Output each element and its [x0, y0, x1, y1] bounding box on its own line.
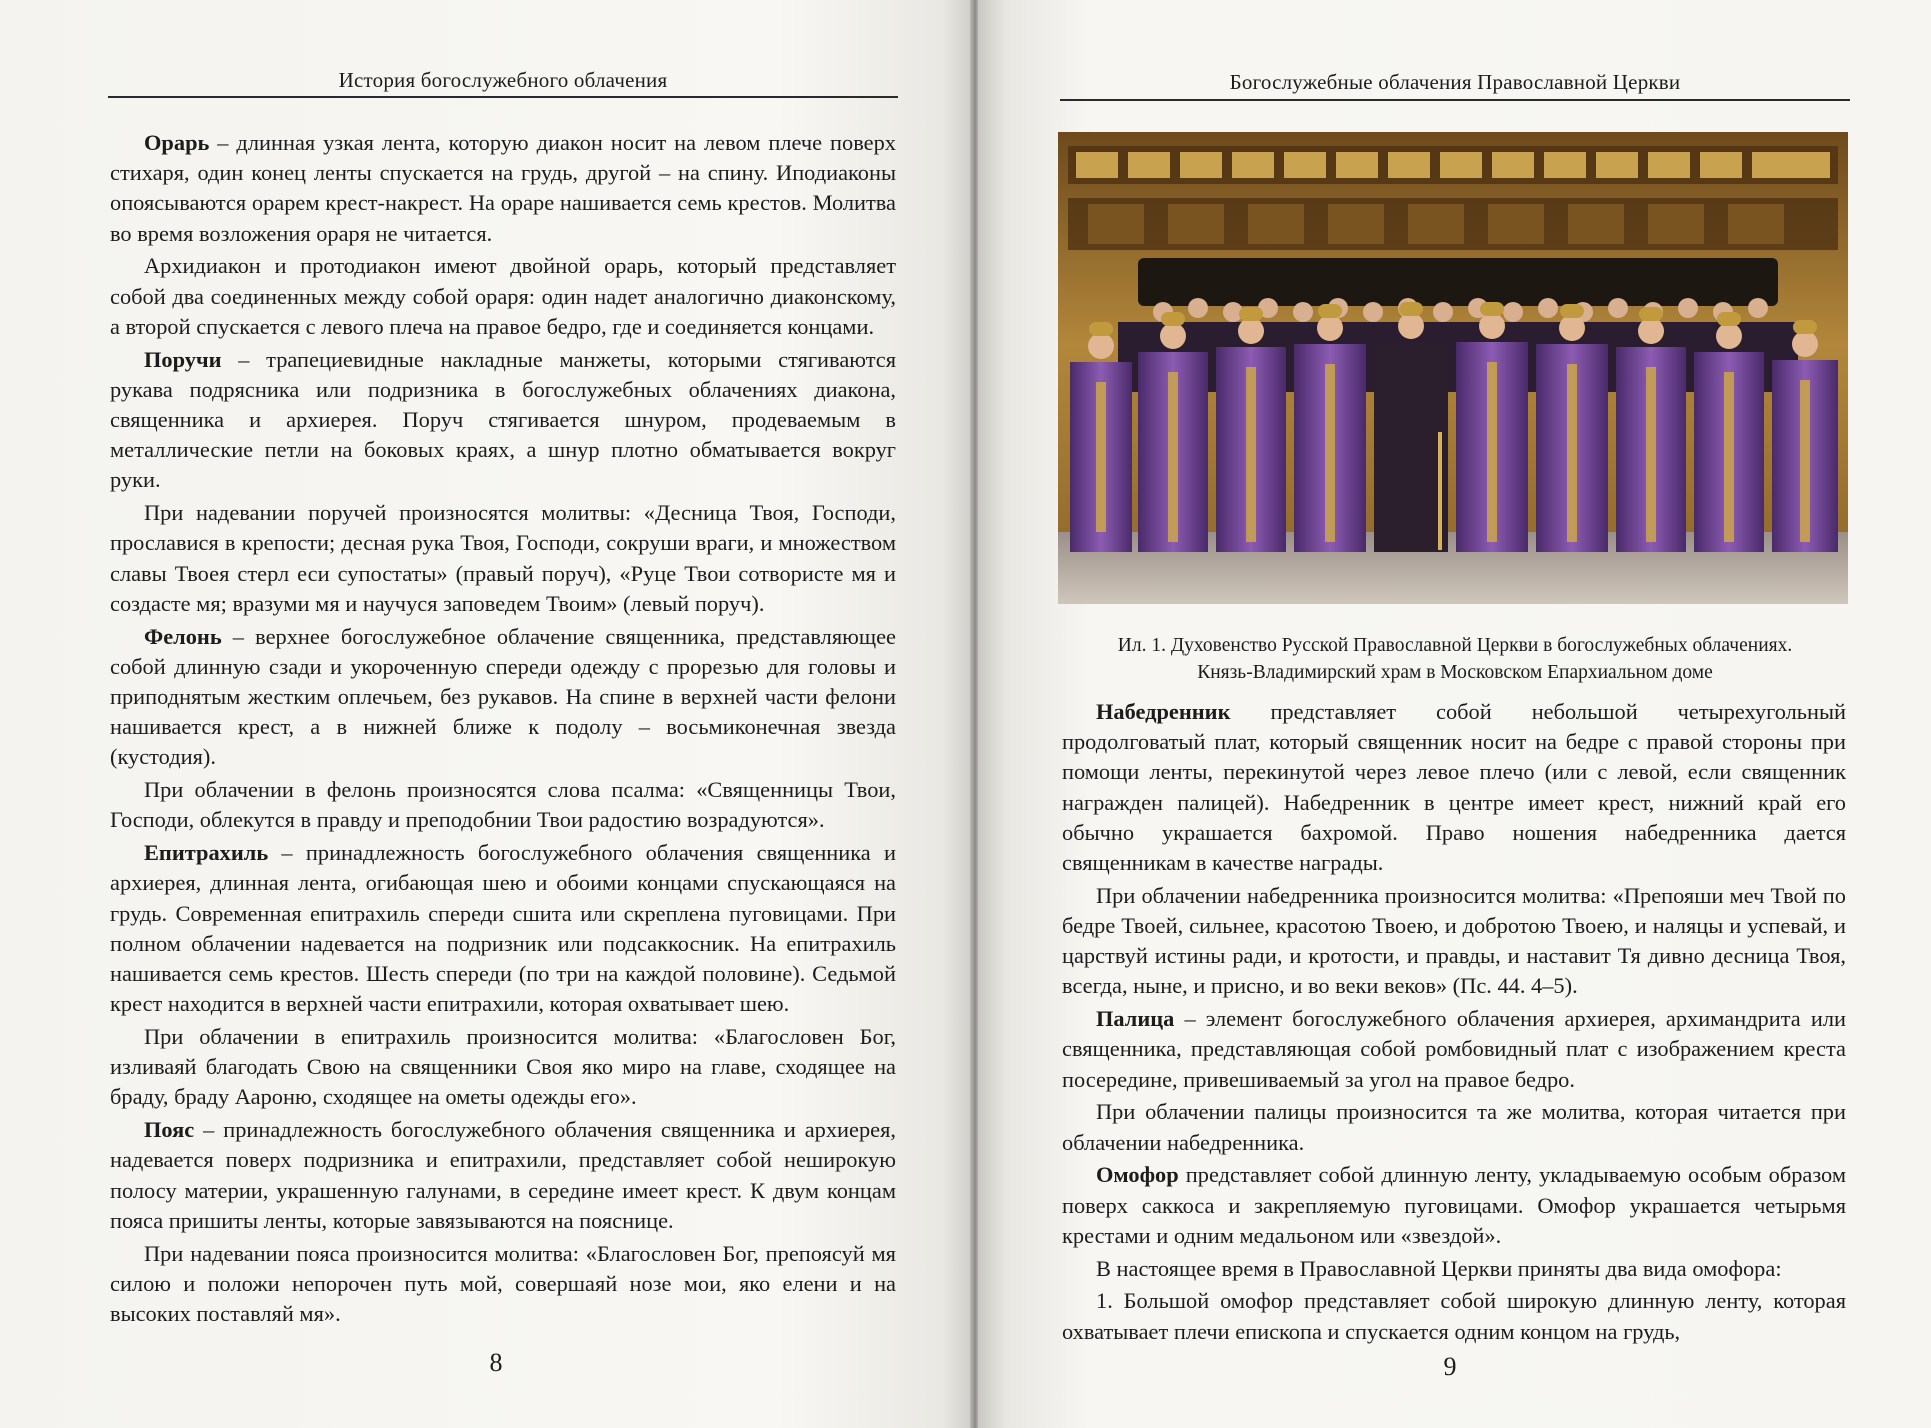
right-paragraph: [1062, 1004, 1846, 1095]
paragraph-text: При облачении набедренника произносится молитва: «Препояши меч Твой по бедре Твоей, сильнее, красотою Твоею, и добротою Твоею, и наляцы и успевай, и царствуй истины ради, и кротости, и правды, и наставит Тя дивно десница Твоя, всегда, ныне, и присно, и во веки веков» (Пс. 44. 4–5).: [1062, 882, 1846, 999]
right-paragraph: [1062, 1097, 1846, 1157]
right-page: [978, 0, 1931, 1428]
page-number-left: 8: [489, 1348, 503, 1377]
paragraph-text: При облачении в фелонь произносятся слова псалма: «Священницы Твои, Господи, облекутся в правду и преподобнии Твои радостию возрадуются».: [110, 777, 896, 833]
running-head-left: История богослужебного облачения: [338, 68, 668, 92]
left-paragraph: [110, 498, 896, 619]
photo-caption: [1060, 632, 1850, 686]
caption-line-1: Ил. 1. Духовенство Русской Православной Церкви в богослужебных облачениях.: [1117, 635, 1793, 656]
left-paragraph: [110, 251, 896, 342]
left-paragraph: [110, 1239, 896, 1330]
paragraph-text: – верхнее богослужебное облачение священника, представляющее собой длинную сзади и укороченную спереди одежду с прорезью для головы и приподнятым жестким оплечьем, без рукавов. На спине в верхней части фелони нашивается крест, а в нижней ближе к подолу – восьмиконечная звезда (кустодия).: [110, 623, 896, 770]
term-heading: Омофор: [1096, 1162, 1179, 1188]
paragraph-text: – принадлежность богослужебного облачения священника и архиерея, надевается поверх подризника и епитрахили, представляет собой неширокую полосу материи, украшенную галунами, в середине имеет крест. К двум концам пояса пришиты ленты, которые завязываются на пояснице.: [110, 1117, 896, 1233]
left-paragraph: [110, 622, 896, 773]
paragraph-text: – длинная узкая лента, которую диакон носит на левом плече поверх стихаря, один конец ленты спускается на грудь, другой – на спину. Иподиаконы опоясываются орарем крест-накрест. На ораре нашивается семь крестов. Молитва во время возложения ораря не читается.: [110, 130, 896, 246]
paragraph-text: При надевании поручей произносятся молитвы: «Десница Твоя, Господи, прославися в крепости; десная рука Твоя, Господи, сокруши враги, и множеством славы Твоея стерл еси супостаты» (правый поруч), «Руце Твои сотвористе мя и создасте мя; вразуми мя и научуся заповедем Твоим» (левый поруч).: [110, 500, 896, 616]
left-paragraph: [110, 128, 896, 249]
left-paragraph: [110, 838, 896, 1019]
term-heading: Пояс: [144, 1117, 195, 1143]
right-paragraph: [1062, 1254, 1846, 1284]
caption-line-2: Князь-Владимирский храм в Московском Епархиальном доме: [1197, 662, 1713, 683]
term-heading: Епитрахиль: [144, 840, 269, 866]
term-heading: Поручи: [144, 346, 222, 372]
header-rule-left: [108, 96, 898, 98]
term-heading: Набедренник: [1096, 699, 1231, 724]
paragraph-text: – принадлежность богослужебного облачения священника и архиерея, длинная лента, огибающая шею и обоими концами спускающаяся на грудь. Современная епитрахиль спереди сшита или скреплена пуговицами. При полном облачении надевается на подризник или подсаккосник. На епитрахиль нашивается семь крестов. Шесть спереди (по три на каждой половине). Седьмой крест находится в верхней части епитрахили, которая охватывает шею.: [110, 840, 896, 1017]
right-paragraph: [1062, 697, 1846, 878]
running-head-right: Богослужебные облачения Православной Церкви: [1229, 70, 1681, 94]
left-paragraph: [110, 345, 896, 496]
paragraph-text: В настоящее время в Православной Церкви приняты два вида омофора:: [1096, 1255, 1782, 1281]
right-paragraph: [1062, 1160, 1846, 1251]
paragraph-text: 1. Большой омофор представляет собой широкую длинную ленту, которая охватывает плечи епископа и спускается одним концом на грудь,: [1062, 1288, 1846, 1344]
paragraph-text: При облачении в епитрахиль произносится молитва: «Благословен Бог, изливаяй благодать Свою на священники Своя яко миро на главе, сходящее на браду, браду Аароню, сходящее на ометы одежды его».: [110, 1024, 896, 1110]
paragraph-text: представляет собой небольшой четырехугольный продолговатый плат, который священник носит на бедре с правой стороны при помощи ленты, перекинутой через левое плечо (или с левой, если священник награжден палицей). Набедренник в центре имеет крест, нижний край его обычно украшается бахромой. Право ношения набедренника дается священникам в качестве награды.: [1062, 699, 1846, 876]
paragraph-text: – элемент богослужебного облачения архиерея, архимандрита или священника, представляющая собой ромбовидный плат с изображением креста посередине, привешиваемый за угол на правое бедро.: [1062, 1006, 1846, 1092]
term-heading: Орарь: [144, 130, 210, 155]
term-heading: Палица: [1096, 1006, 1175, 1032]
right-paragraph: [1062, 1286, 1846, 1346]
paragraph-text: При надевании пояса произносится молитва: «Благословен Бог, препоясуй мя силою и положи непорочен путь мой, совершаяй нозе мои, яко елени и на высоких поставляй мя».: [110, 1240, 896, 1327]
right-body-text: [1062, 697, 1846, 1349]
paragraph-text: представляет собой длинную ленту, укладываемую особым образом поверх саккоса и закрепляемую пуговицами. Омофор украшается четырьмя крестами и одним медальоном или «звездой».: [1062, 1162, 1846, 1248]
left-paragraph: [110, 1022, 896, 1113]
right-paragraph: [1062, 881, 1846, 1002]
clergy-group-photo: [1058, 132, 1848, 604]
left-body-text: [110, 128, 896, 1332]
left-paragraph: [110, 775, 896, 835]
paragraph-text: – трапециевидные накладные манжеты, которыми стягиваются рукава подрясника или подризника в богослужебных облачениях диакона, священника и архиерея. Поруч стягивается шнуром, продеваемым в металлические петли на боковых краях, а шнур плотно обматывается вокруг руки.: [110, 346, 896, 493]
term-heading: Фелонь: [144, 623, 222, 649]
page-number-right: 9: [1443, 1352, 1457, 1381]
paragraph-text: Архидиакон и протодиакон имеют двойной орарь, который представляет собой два соединенных между собой ораря: один надет аналогично диаконскому, а второй спускается с левого плеча на правое бедро, где и соединяется концами.: [110, 253, 896, 339]
left-paragraph: [110, 1115, 896, 1236]
header-rule-right: [1060, 99, 1850, 101]
paragraph-text: При облачении палицы произносится та же молитва, которая читается при облачении набедренника.: [1062, 1099, 1846, 1155]
